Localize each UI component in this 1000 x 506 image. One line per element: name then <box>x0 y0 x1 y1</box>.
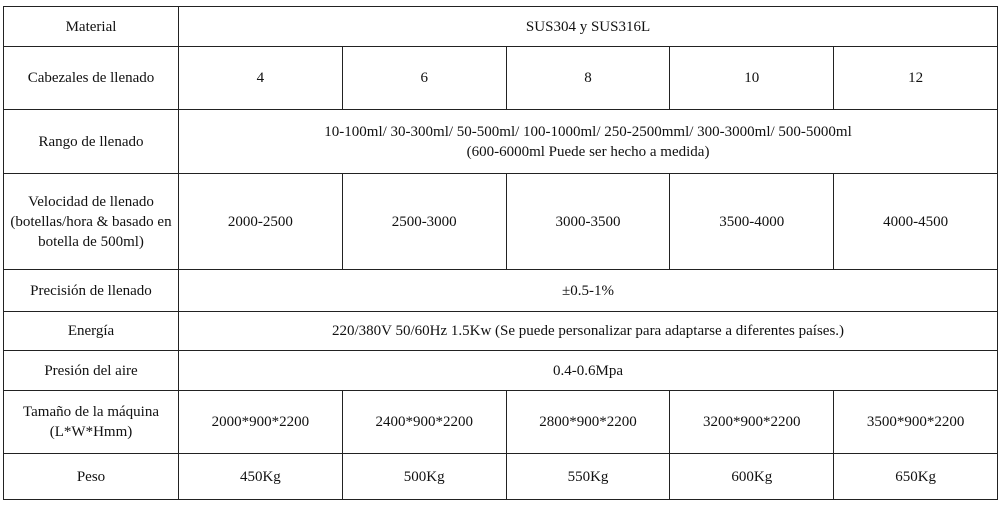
machine-size-value: 3200*900*2200 <box>670 391 834 454</box>
row-weight <box>4 454 998 500</box>
spec-table <box>3 6 998 500</box>
filling-speed-label-line2: (botellas/hora & basado en <box>10 213 172 230</box>
row-power <box>4 312 998 351</box>
power-value: 220/380V 50/60Hz 1.5Kw (Se puede personalizar para adaptarse a diferentes países.) <box>179 312 998 351</box>
machine-size-value: 2000*900*2200 <box>179 391 343 454</box>
weight-value: 650Kg <box>834 454 998 500</box>
row-precision <box>4 270 998 312</box>
row-filling-range <box>4 110 998 174</box>
weight-value: 500Kg <box>342 454 506 500</box>
row-filling-heads <box>4 47 998 110</box>
weight-label: Peso <box>4 454 179 500</box>
filling-speed-value: 3500-4000 <box>670 174 834 270</box>
filling-heads-value: 8 <box>506 47 670 110</box>
weight-value: 450Kg <box>179 454 343 500</box>
machine-size-value: 3500*900*2200 <box>834 391 998 454</box>
row-filling-speed <box>4 174 998 270</box>
filling-range-line1: 10-100ml/ 30-300ml/ 50-500ml/ 100-1000ml/ 250-2500mml/ 300-3000ml/ 500-5000ml <box>324 123 852 140</box>
filling-range-line2: (600-6000ml Puede ser hecho a medida) <box>466 143 710 160</box>
filling-range-label: Rango de llenado <box>4 110 179 174</box>
machine-size-label <box>4 391 179 454</box>
filling-range-value <box>179 110 998 174</box>
filling-heads-value: 4 <box>179 47 343 110</box>
filling-heads-value: 10 <box>670 47 834 110</box>
row-air-pressure <box>4 351 998 391</box>
machine-size-value: 2800*900*2200 <box>506 391 670 454</box>
weight-value: 600Kg <box>670 454 834 500</box>
filling-speed-value: 4000-4500 <box>834 174 998 270</box>
power-label: Energía <box>4 312 179 351</box>
material-value: SUS304 y SUS316L <box>179 7 998 47</box>
filling-speed-label-line1: Velocidad de llenado <box>28 193 154 210</box>
filling-heads-value: 12 <box>834 47 998 110</box>
filling-speed-label-line3: botella de 500ml) <box>38 233 144 250</box>
air-pressure-value: 0.4-0.6Mpa <box>179 351 998 391</box>
machine-size-label-line1: Tamaño de la máquina <box>23 404 159 420</box>
filling-speed-label <box>4 174 179 270</box>
weight-value: 550Kg <box>506 454 670 500</box>
filling-heads-value: 6 <box>342 47 506 110</box>
row-material <box>4 7 998 47</box>
precision-label: Precisión de llenado <box>4 270 179 312</box>
filling-speed-value: 2500-3000 <box>342 174 506 270</box>
filling-heads-label: Cabezales de llenado <box>4 47 179 110</box>
row-machine-size <box>4 391 998 454</box>
material-label: Material <box>4 7 179 47</box>
precision-value: ±0.5-1% <box>179 270 998 312</box>
machine-size-label-line2: (L*W*Hmm) <box>49 424 133 440</box>
filling-speed-value: 3000-3500 <box>506 174 670 270</box>
machine-size-value: 2400*900*2200 <box>342 391 506 454</box>
air-pressure-label: Presión del aire <box>4 351 179 391</box>
filling-speed-value: 2000-2500 <box>179 174 343 270</box>
